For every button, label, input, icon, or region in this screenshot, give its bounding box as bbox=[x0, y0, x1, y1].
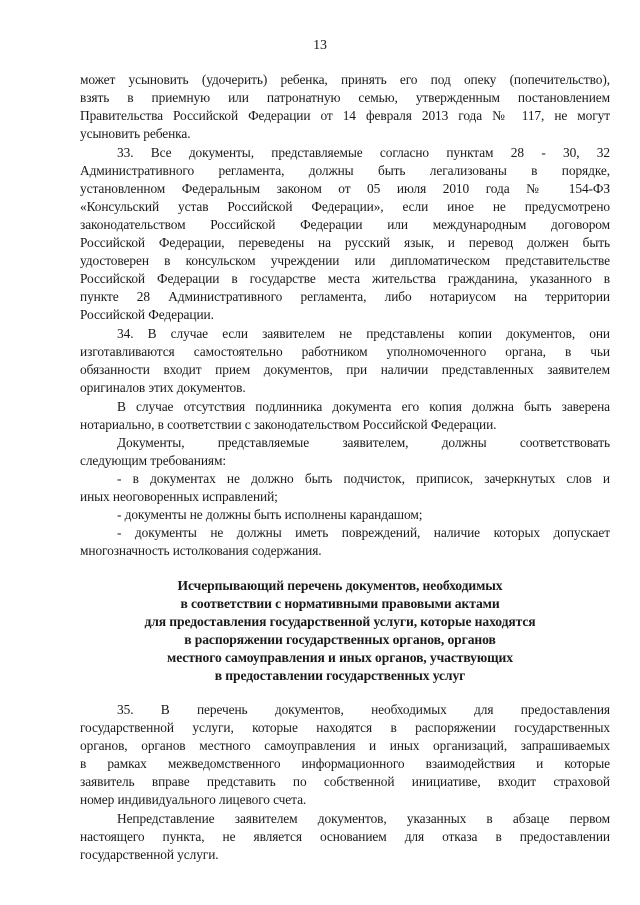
paragraph-start: В случае отсутствия подлинника документа его копия должна быть заверена bbox=[117, 399, 610, 414]
text-line: Правительства Российской Федерации от 14 февраля 2013 года № 117, не могут bbox=[80, 108, 610, 123]
text-line: изготавливаются самостоятельно работником уполномоченного органа, в чьи bbox=[80, 344, 610, 359]
text-line: Административного регламента, должны быть легализованы в порядке, bbox=[80, 163, 610, 178]
section-heading-line: местного самоуправления и иных органов, участвующих bbox=[167, 650, 513, 665]
paragraph-33-start: 33. Все документы, представляемые согласно пунктам 28 - 30, 32 bbox=[117, 145, 610, 160]
requirement-item: - документы не должны иметь повреждений, наличие которых допускает bbox=[117, 525, 610, 540]
text-line: государственной услуги, которые находятся в распоряжении государственных bbox=[80, 720, 610, 735]
paragraph-start: Документы, представляемые заявителем, должны соответствовать bbox=[117, 435, 610, 450]
paragraph-35-start: 35. В перечень документов, необходимых для предоставления bbox=[117, 702, 610, 717]
text-line: следующим требованиям: bbox=[80, 453, 226, 468]
text-line: Российской Федерации. bbox=[80, 307, 214, 322]
text-line: номер индивидуального лицевого счета. bbox=[80, 792, 307, 807]
text-line: усыновить ребенка. bbox=[80, 126, 191, 141]
text-line: оригиналов этих документов. bbox=[80, 380, 246, 395]
text-line: органов, органов местного самоуправления и иных организаций, запрашиваемых bbox=[80, 738, 610, 753]
text-line: многозначность истолкования содержания. bbox=[80, 543, 322, 558]
text-line: пункте 28 Административного регламента, либо нотариусом на территории bbox=[80, 289, 610, 304]
section-heading-line: Исчерпывающий перечень документов, необходимых bbox=[177, 578, 503, 593]
text-line: Российской Федерации, переведены на русский язык, и перевод должен быть bbox=[80, 235, 610, 250]
text-line: удостоверен в консульском учреждении или дипломатическом представительстве bbox=[80, 253, 610, 268]
requirement-item: - в документах не должно быть подчисток, приписок, зачеркнутых слов и bbox=[117, 471, 610, 486]
paragraph-start: Непредставление заявителем документов, указанных в абзаце первом bbox=[117, 811, 610, 826]
text-line: обязанности входит прием документов, при наличии представленных заявителем bbox=[80, 362, 610, 377]
text-line: в рамках межведомственного информационного взаимодействия и которые bbox=[80, 756, 610, 771]
text-line: иных неоговоренных исправлений; bbox=[80, 489, 278, 504]
text-line: нотариально, в соответствии с законодательством Российской Федерации. bbox=[80, 417, 497, 432]
requirement-item: - документы не должны быть исполнены карандашом; bbox=[117, 507, 423, 522]
text-line: законодательством Российской Федерации или международным договором bbox=[80, 217, 610, 232]
text-line: «Консульский устав Российской Федерации», если иное не предусмотрено bbox=[80, 199, 610, 214]
section-heading-line: для предоставления государственной услуги, которые находятся bbox=[144, 614, 536, 629]
section-heading-line: в распоряжении государственных органов, органов bbox=[184, 632, 496, 647]
text-line: Российской Федерации в государстве места жительства гражданина, указанного в bbox=[80, 271, 610, 286]
section-heading-line: в соответствии с нормативными правовыми актами bbox=[180, 596, 500, 611]
text-line: заявитель вправе представить по собственной инициативе, входит страховой bbox=[80, 774, 610, 789]
text-line: настоящего пункта, не является основанием для отказа в предоставлении bbox=[80, 829, 610, 844]
page-number: 13 bbox=[313, 38, 327, 53]
paragraph-34-start: 34. В случае если заявителем не представлены копии документов, они bbox=[117, 326, 610, 341]
text-line: установленном Федеральным законом от 05 июля 2010 года № 154-ФЗ bbox=[80, 181, 610, 196]
section-heading-line: в предоставлении государственных услуг bbox=[214, 668, 466, 683]
text-line: взять в приемную или патронатную семью, утвержденным постановлением bbox=[80, 90, 610, 105]
text-line: государственной услуги. bbox=[80, 847, 219, 862]
text-line: может усыновить (удочерить) ребенка, принять его под опеку (попечительство), bbox=[80, 72, 610, 87]
